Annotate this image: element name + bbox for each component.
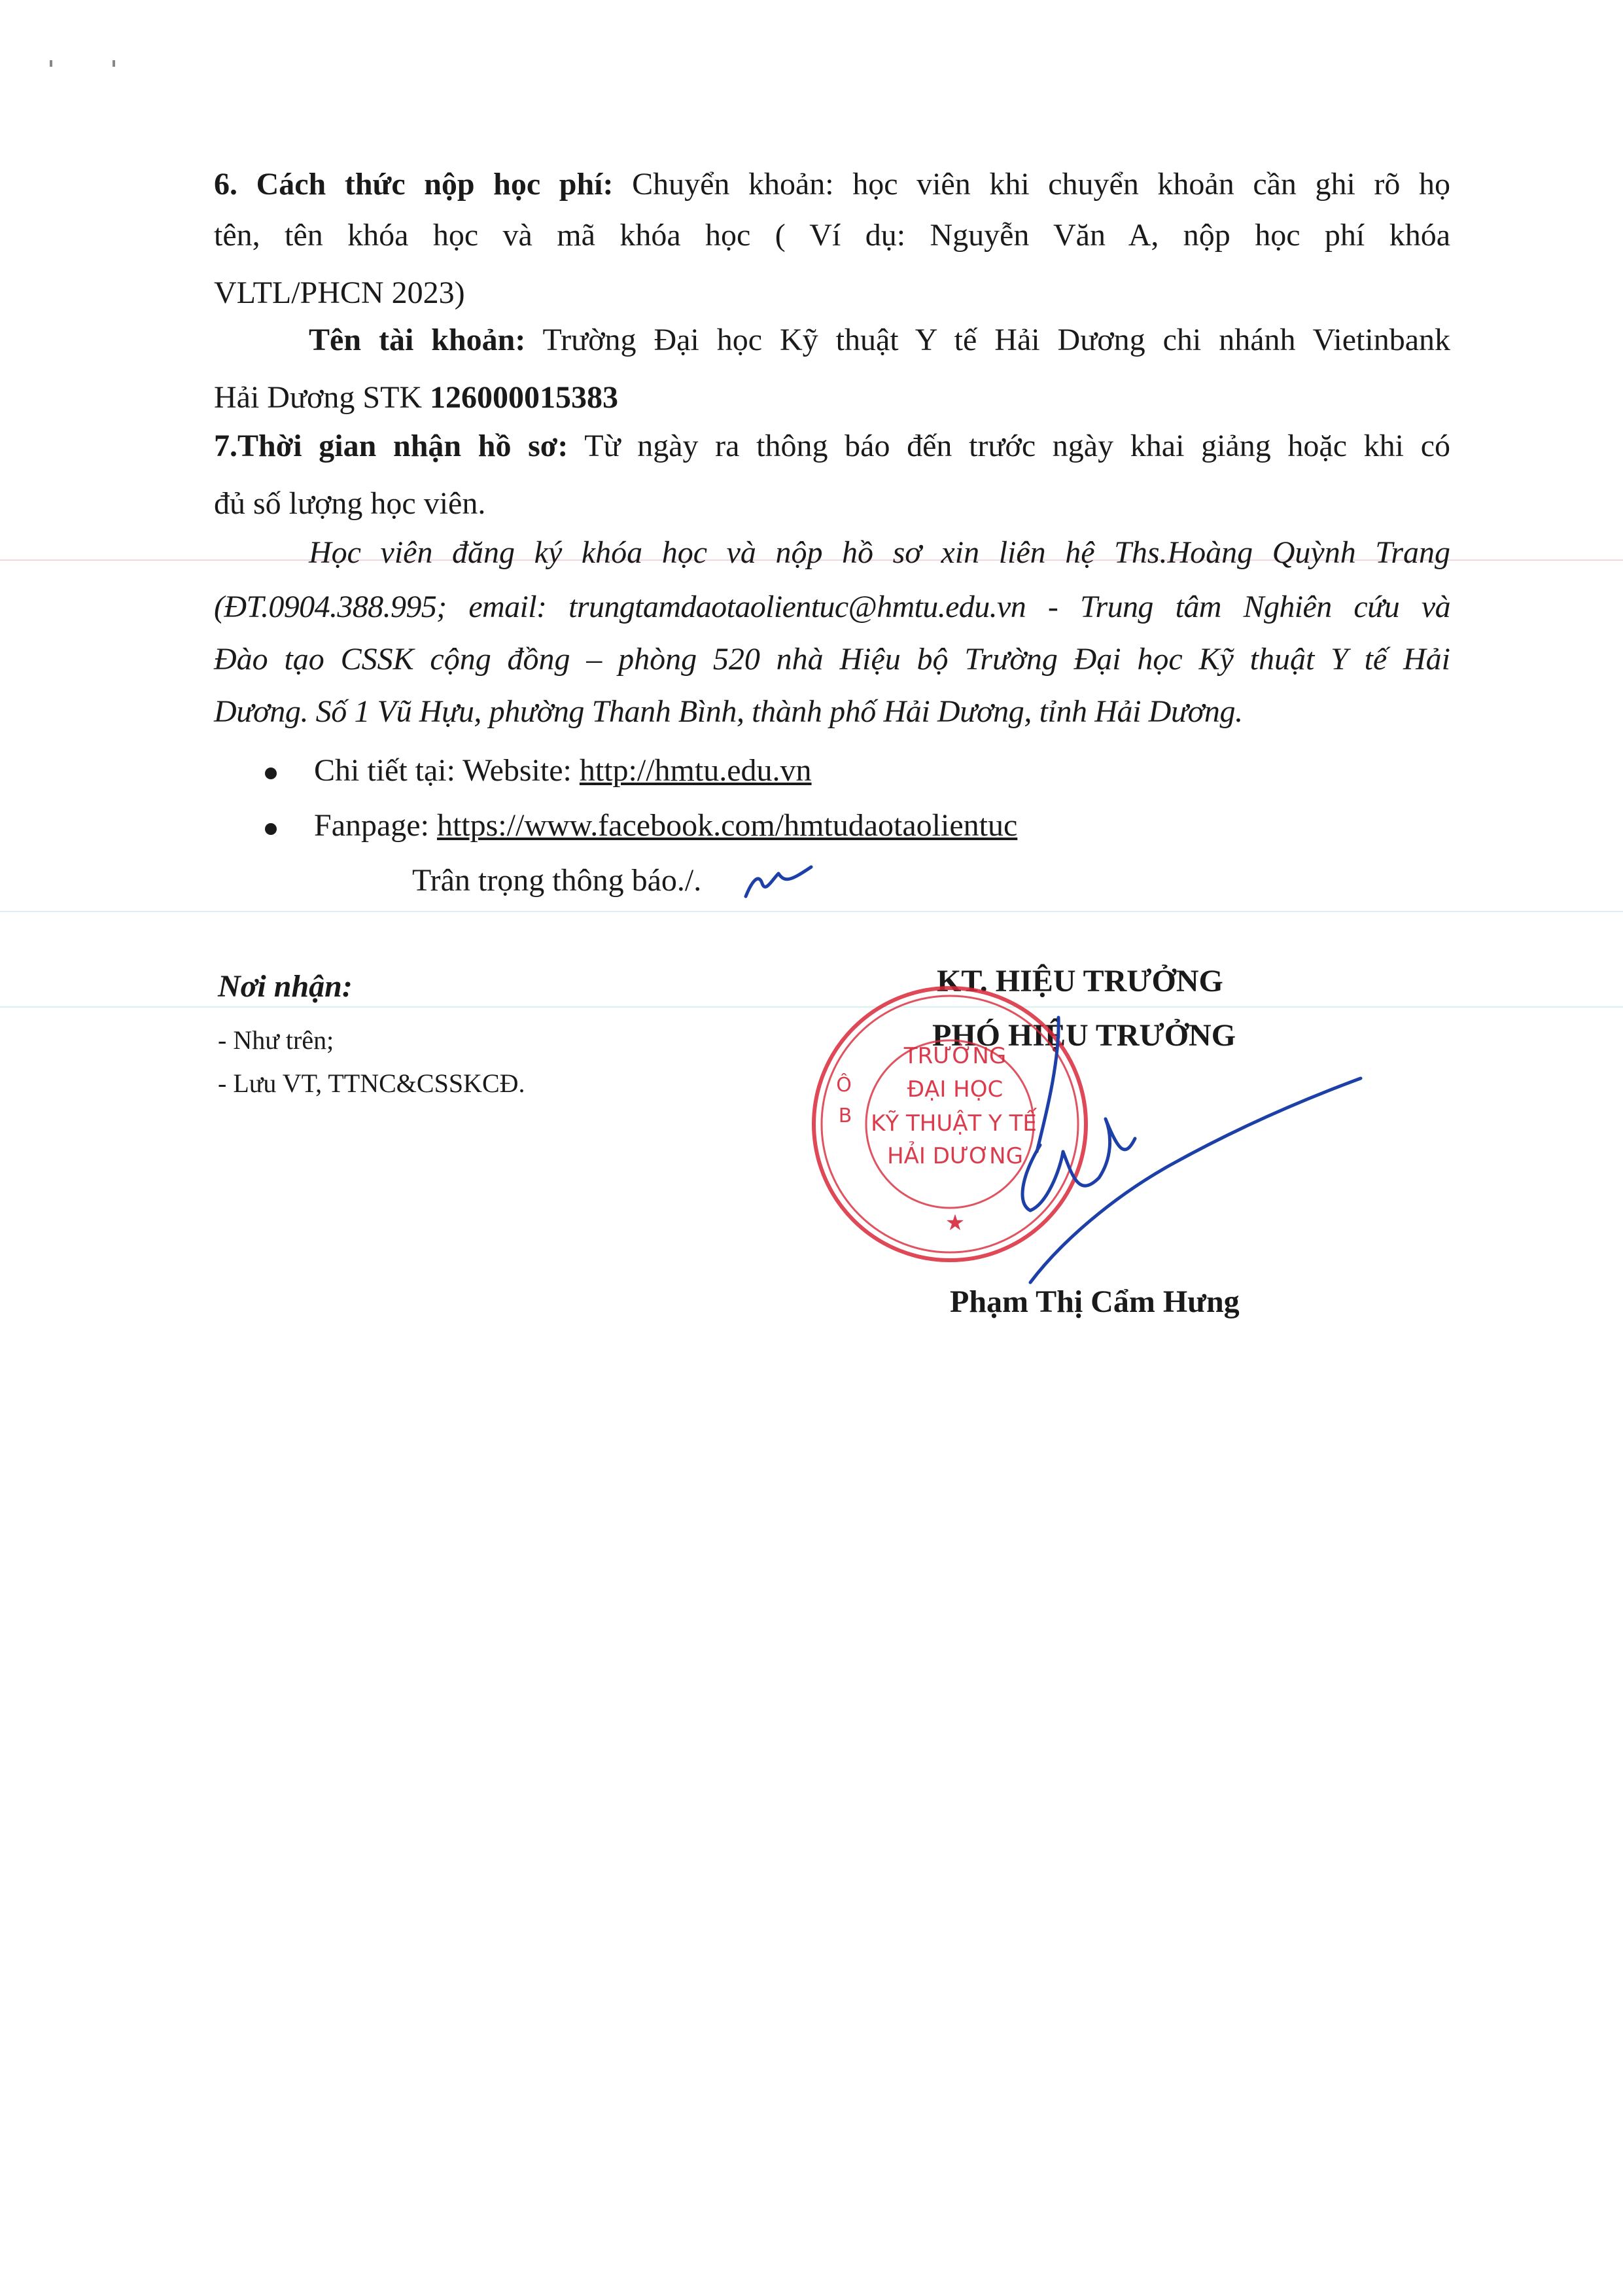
closing-text: Trân trọng thông báo./. <box>412 863 702 898</box>
website-link[interactable]: http://hmtu.edu.vn <box>579 753 812 788</box>
fanpage-prefix: Fanpage: <box>314 808 437 843</box>
section6-text1: Chuyển khoản: học viên khi chuyển khoản cần ghi rõ họ <box>632 167 1451 202</box>
fanpage-link[interactable]: https://www.facebook.com/hmtudaotaolientuc <box>436 808 1018 843</box>
section6-label: 6. Cách thức nộp học phí: <box>214 167 614 202</box>
section7-line2: đủ số lượng học viên. <box>214 486 486 521</box>
recipient-item: - Lưu VT, TTNC&CSSKCĐ. <box>218 1069 525 1098</box>
contact-line1: Học viên đăng ký khóa học và nộp hồ sơ xin liên hệ Ths.Hoàng Quỳnh Trang <box>309 535 1450 570</box>
contact-line2: (ĐT.0904.388.995; email: trungtamdaotaolientuc@hmtu.edu.vn - Trung tâm Nghiên cứu và <box>214 590 1450 624</box>
stamp-ring-text: Ô <box>836 1074 852 1097</box>
account-text1: Trường Đại học Kỹ thuật Y tế Hải Dương chi nhánh Vietinbank <box>542 323 1451 357</box>
account-text2: Hải Dương STK <box>214 380 423 415</box>
stamp-star-icon: ★ <box>945 1210 966 1236</box>
initial-mark <box>746 867 811 896</box>
contact-line3: Đào tạo CSSK cộng đồng – phòng 520 nhà Hiệu bộ Trường Đại học Kỹ thuật Y tế Hải <box>214 642 1450 677</box>
contact-line4: Dương. Số 1 Vũ Hựu, phường Thanh Bình, thành phố Hải Dương, tỉnh Hải Dương. <box>214 694 1243 729</box>
section6-line2: tên, tên khóa học và mã khóa học ( Ví dụ: Nguyễn Văn A, nộp học phí khóa <box>214 218 1450 253</box>
recipient-item: - Như trên; <box>218 1025 334 1055</box>
section6-line3: VLTL/PHCN 2023) <box>214 275 465 310</box>
recipients-title: Nơi nhận: <box>218 969 353 1004</box>
signature-stroke <box>1030 1078 1361 1282</box>
stamp-line: HẢI DƯƠNG <box>887 1143 1023 1169</box>
section7-label: 7.Thời gian nhận hồ sơ: <box>214 429 568 463</box>
stamp-line: KỸ THUẬT Y TẾ <box>871 1110 1037 1137</box>
section7-text1: Từ ngày ra thông báo đến trước ngày khai giảng hoặc khi có <box>584 429 1450 463</box>
website-prefix: Chi tiết tại: Website: <box>314 753 580 788</box>
signature-title2: PHÓ HIỆU TRƯỞNG <box>932 1018 1236 1053</box>
stamp-ring-text: B <box>838 1104 852 1127</box>
stamp-line: ĐẠI HỌC <box>907 1076 1003 1103</box>
account-label: Tên tài khoản: <box>309 323 526 357</box>
signature-title1: KT. HIỆU TRƯỞNG <box>937 964 1223 998</box>
signatory-name: Phạm Thị Cẩm Hưng <box>950 1284 1240 1319</box>
stamp-line: TRƯỜNG <box>903 1043 1007 1069</box>
account-number: 126000015383 <box>430 380 619 415</box>
